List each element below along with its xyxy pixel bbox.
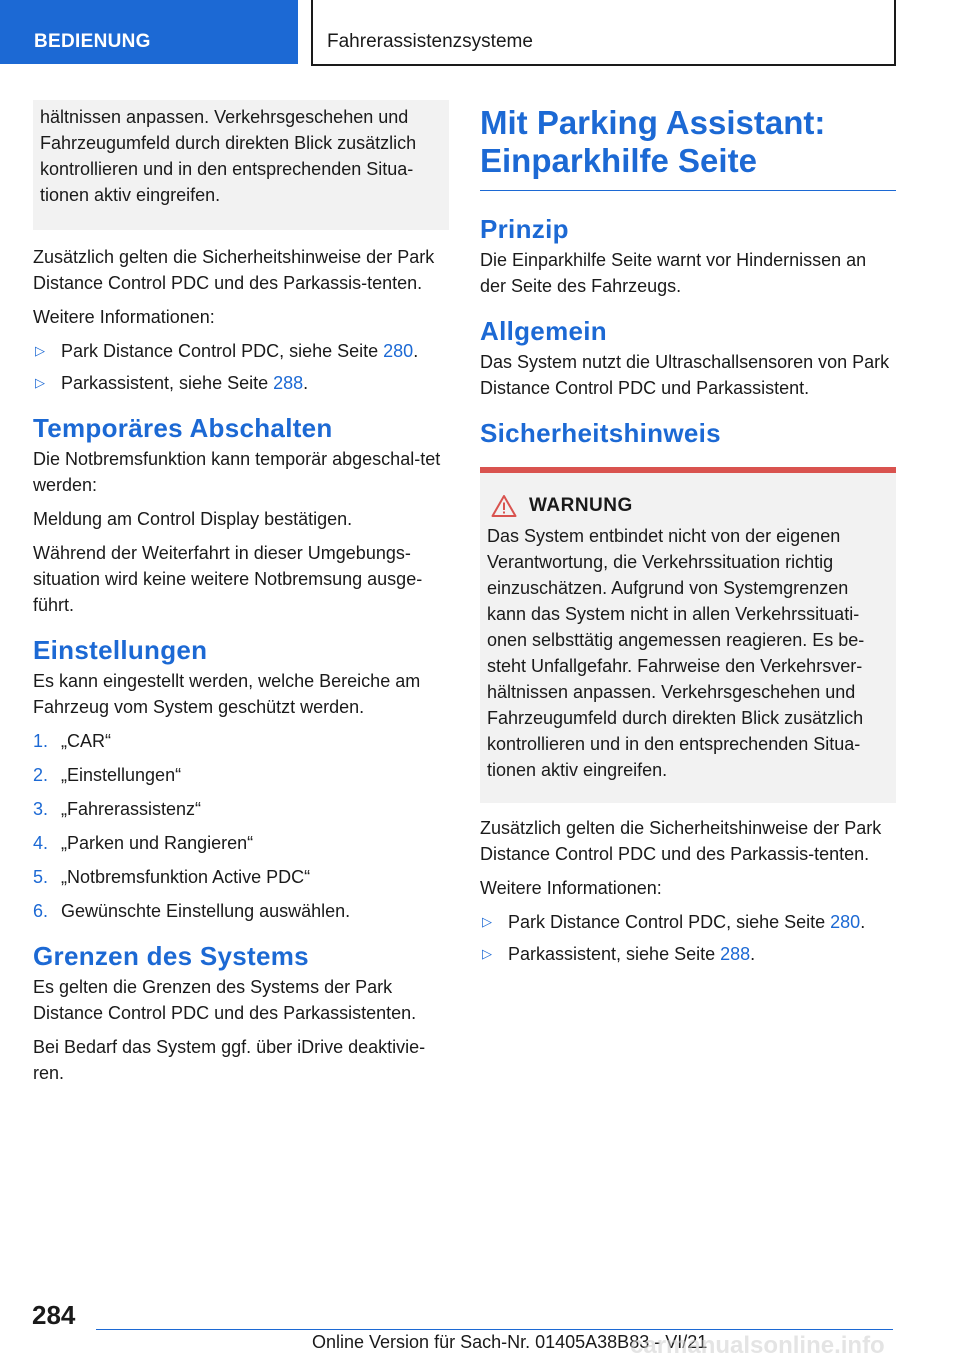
warning-title: WARNUNG [529,495,633,516]
more-info-label: Weitere Informationen: [480,878,662,898]
page-link[interactable]: 280 [830,912,861,932]
list-item [480,909,896,935]
right-column [480,100,896,975]
limits-paragraph-2: Bei Bedarf das System ggf. über iDrive deaktivie‐ren. [33,1037,426,1083]
warning-box [480,467,896,803]
heading-general: Allgemein [480,316,607,346]
online-version-text: Online Version für Sach-Nr. 01405A38B83 - VI/21 [312,1332,708,1352]
reference-list [33,338,449,396]
safety-note: Zusätzlich gelten die Sicherheitshinweise der Park Distance Control PDC und des Parkassis‐tenten. [33,247,435,293]
heading-temporary-off: Temporäres Abschalten [33,413,333,443]
step-text: „Parken und Rangieren“ [61,833,254,853]
step-text: „Notbremsfunktion Active PDC“ [61,867,311,887]
step-text: „CAR“ [61,731,111,751]
footer-divider [96,1329,893,1330]
step-item [33,898,449,924]
link-suffix: . [303,373,309,393]
list-item [33,338,449,364]
page-number: 284 [32,1300,76,1330]
warning-continuation-box [33,100,449,230]
section-tab: BEDIENUNG [0,0,298,64]
step-number: 5. [33,867,49,887]
link-suffix: . [413,341,419,361]
triangle-right-icon: ▷ [35,343,45,358]
watermark: carmanualsonline.info [630,1332,885,1359]
list-item [480,941,896,967]
step-text: „Fahrerassistenz“ [61,799,202,819]
general-paragraph: Das System nutzt die Ultraschallsensoren von Park Distance Control PDC und Parkassistent. [480,352,890,398]
step-number: 6. [33,901,49,921]
step-item [33,728,449,754]
step-text: „Einstellungen“ [61,765,182,785]
heading-system-limits: Grenzen des Systems [33,941,309,971]
temp-paragraph-1: Die Notbremsfunktion kann temporär abgeschal‐tet werden: [33,449,441,495]
step-item [33,830,449,856]
step-number: 2. [33,765,49,785]
left-column [33,100,449,1094]
link-suffix: . [860,912,866,932]
link-text: Park Distance Control PDC, siehe Seite [508,912,831,932]
step-text: Gewünschte Einstellung auswählen. [61,901,351,921]
step-item [33,796,449,822]
step-item [33,762,449,788]
safety-note: Zusätzlich gelten die Sicherheitshinweise der Park Distance Control PDC und des Parkassis‐tenten. [480,818,882,864]
principle-paragraph: Die Einparkhilfe Seite warnt vor Hindernissen an der Seite des Fahrzeugs. [480,250,867,296]
warning-triangle-icon [491,494,517,518]
warning-header [487,493,884,519]
triangle-right-icon: ▷ [482,946,492,961]
settings-steps [33,728,449,924]
step-number: 3. [33,799,49,819]
chapter-title: Fahrerassistenzsysteme [311,0,896,66]
warning-continuation-text: hältnissen anpassen. Verkehrsgeschehen und Fahrzeugumfeld durch direkten Blick zusätzlich kontrollieren und in den entsprechenden Situa‐tionen aktiv eingreifen. [40,107,417,205]
list-item [33,370,449,396]
link-suffix: . [750,944,756,964]
link-text: Parkassistent, siehe Seite [508,944,721,964]
warning-text: Das System entbindet nicht von der eigenen Verantwortung, die Verkehrssituation richtig einzuschätzen. Aufgrund von Systemgrenzen kann das System nicht in allen Verkehrssituati‐onen selbsttätig angemessen reagieren. Es be‐steht Unfallgefahr. Fahrweise den Verkehrsver‐hältnissen anpassen. Verkehrsgeschehen und Fahrzeugumfeld durch direkten Blick zusätzlich kontrollieren und in den entsprechenden Situa‐tionen aktiv eingreifen. [487,526,865,780]
settings-paragraph: Es kann eingestellt werden, welche Bereiche am Fahrzeug vom System geschützt werden. [33,671,421,717]
heading-settings: Einstellungen [33,635,208,665]
link-text: Park Distance Control PDC, siehe Seite [61,341,384,361]
temp-paragraph-3: Während der Weiterfahrt in dieser Umgebungs‐situation wird keine weitere Notbremsung ausge‐führt. [33,543,423,615]
more-info-label: Weitere Informationen: [33,307,215,327]
triangle-right-icon: ▷ [35,375,45,390]
page-link[interactable]: 280 [383,341,414,361]
reference-list [480,909,896,967]
triangle-right-icon: ▷ [482,914,492,929]
heading-principle: Prinzip [480,214,569,244]
page-title: Mit Parking Assistant: Einparkhilfe Seite [480,104,896,191]
heading-safety: Sicherheitshinweis [480,418,721,448]
page-link[interactable]: 288 [273,373,304,393]
limits-paragraph-1: Es gelten die Grenzen des Systems der Park Distance Control PDC und des Parkassistenten. [33,977,417,1023]
step-number: 4. [33,833,49,853]
step-item [33,864,449,890]
page-link[interactable]: 288 [720,944,751,964]
link-text: Parkassistent, siehe Seite [61,373,274,393]
step-number: 1. [33,731,49,751]
temp-paragraph-2: Meldung am Control Display bestätigen. [33,509,353,529]
